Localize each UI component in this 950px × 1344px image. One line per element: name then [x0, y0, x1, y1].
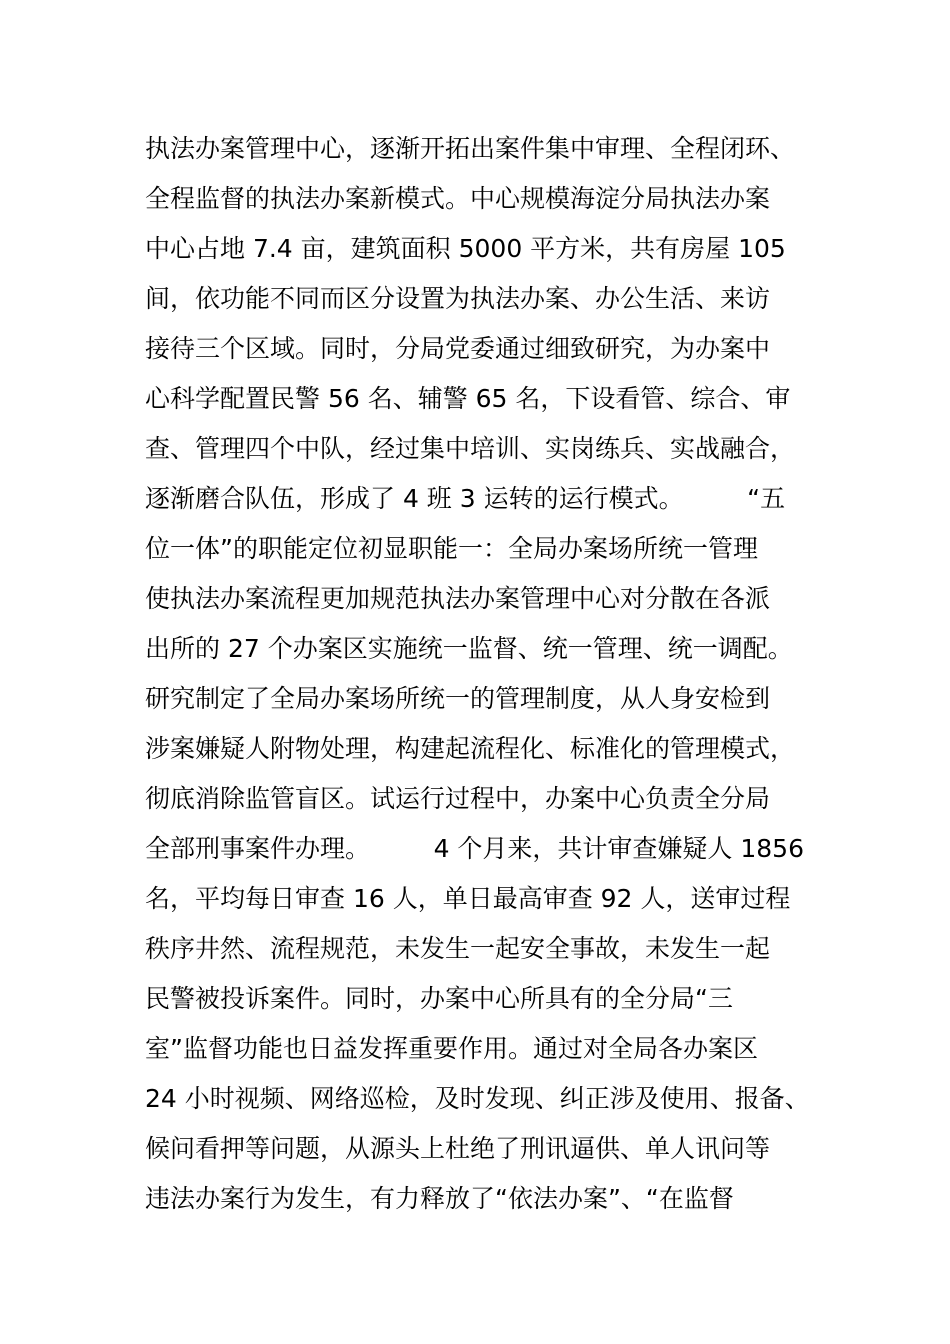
text-line: 24 小时视频、网络巡检，及时发现、纠正涉及使用、报备、: [145, 1084, 810, 1113]
text-line: 查、管理四个中队，经过集中培训、实岗练兵、实战融合，: [145, 434, 796, 463]
text-line: 间，依功能不同而区分设置为执法办案、办公生活、来访: [145, 284, 771, 313]
text-line: 接待三个区域。同时，分局党委通过细致研究，为办案中: [145, 334, 771, 363]
text-line: 全部刑事案件办理。 4 个月来，共计审查嫌疑人 1856: [145, 834, 804, 863]
text-line: 涉案嫌疑人附物处理，构建起流程化、标准化的管理模式，: [145, 734, 796, 763]
text-line: 使执法办案流程更加规范执法办案管理中心对分散在各派: [145, 584, 771, 613]
text-line: 违法办案行为发生，有力释放了“依法办案”、“在监督: [145, 1184, 734, 1213]
text-line: 秩序井然、流程规范，未发生一起安全事故，未发生一起: [145, 934, 771, 963]
text-line: 全程监督的执法办案新模式。中心规模海淀分局执法办案: [145, 184, 771, 213]
text-line: 室”监督功能也日益发挥重要作用。通过对全局各办案区: [145, 1034, 758, 1063]
text-line: 名，平均每日审查 16 人，单日最高审查 92 人，送审过程: [145, 884, 791, 913]
body-text: [145, 124, 825, 1224]
text-line: 位一体”的职能定位初显职能一：全局办案场所统一管理: [145, 534, 758, 563]
text-line: 研究制定了全局办案场所统一的管理制度，从人身安检到: [145, 684, 771, 713]
text-line: 执法办案管理中心，逐渐开拓出案件集中审理、全程闭环、: [145, 134, 796, 163]
text-line: 民警被投诉案件。同时，办案中心所具有的全分局“三: [145, 984, 733, 1013]
text-line: 出所的 27 个办案区实施统一监督、统一管理、统一调配。: [145, 634, 793, 663]
text-line: 候问看押等问题，从源头上杜绝了刑讯逼供、单人讯问等: [145, 1134, 771, 1163]
text-line: 心科学配置民警 56 名、辅警 65 名，下设看管、综合、审: [145, 384, 791, 413]
text-line: 逐渐磨合队伍，形成了 4 班 3 运转的运行模式。 “五: [145, 484, 786, 513]
text-line: 中心占地 7.4 亩，建筑面积 5000 平方米，共有房屋 105: [145, 234, 786, 263]
text-line: 彻底消除监管盲区。试运行过程中，办案中心负责全分局: [145, 784, 771, 813]
